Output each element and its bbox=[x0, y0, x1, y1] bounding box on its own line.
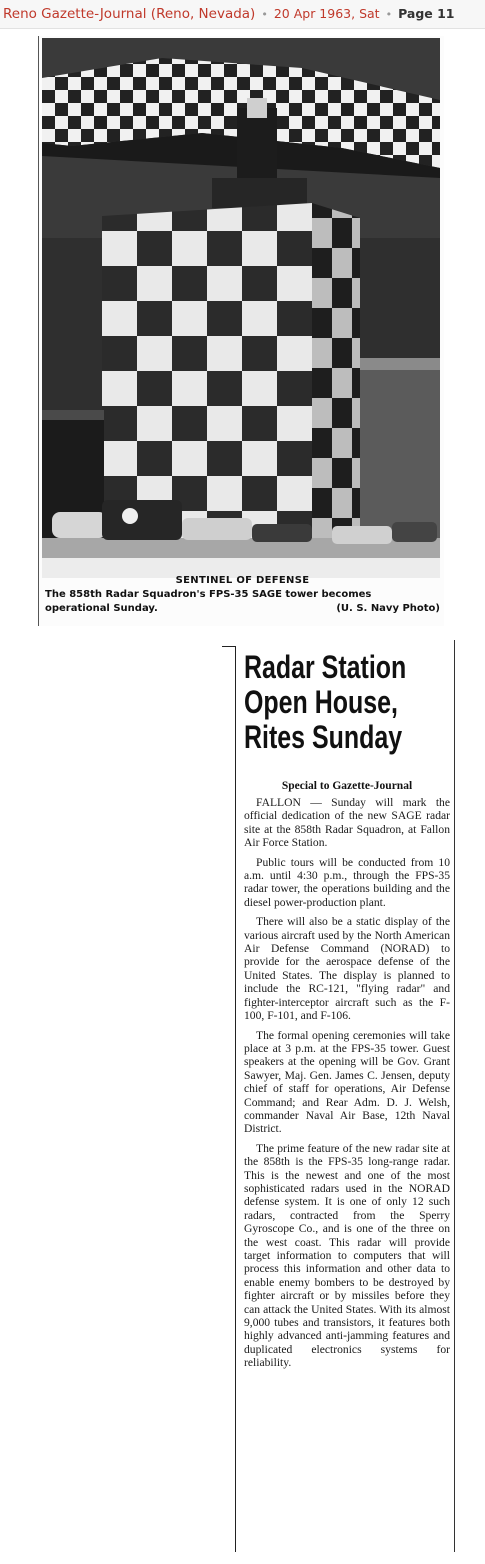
article-paragraph: The prime feature of the new radar site at the 858th is the FPS-35 long-range radar. This is the newest and one of the most sophisticated radars used in the NORAD defense system. It is one of only 12 such radars, contracted from the Sperry Gyroscope Co., and is one of the three on the west coast. This radar will provide target information to computers that will process this information and other data to enable enemy bombers to be destroyed by fighter aircraft or by missiles before they can attack the United States. With its almost 9,000 tubes and transistors, it features both highly advanced anti-jamming features and duplicated electronics systems for reliability. bbox=[244, 1141, 450, 1370]
article-paragraph: There will also be a static display of the various aircraft used by the North American Air Defense Command (NORAD) to provide for the aerospace defense of the United States. The display is planned to include the RC-121, "flying radar" and fighter-interceptor aircraft such as the F-100, F-101, and F-106. bbox=[244, 915, 450, 1023]
caption-line: The 858th Radar Squadron's FPS-35 SAGE tower becomes bbox=[45, 589, 372, 600]
article-paragraph: FALLON — Sunday will mark the official dedication of the new SAGE radar site at the 858th Radar Squadron, at Fallon Air Force Station. bbox=[244, 796, 450, 850]
column-rule bbox=[222, 646, 236, 647]
news-article bbox=[222, 640, 454, 1552]
column-rule bbox=[235, 646, 236, 1552]
newspaper-name[interactable]: Reno Gazette-Journal (Reno, Nevada) bbox=[3, 6, 256, 22]
clipping-header bbox=[0, 0, 485, 29]
caption-title: SENTINEL OF DEFENSE bbox=[175, 575, 310, 586]
radar-tower-photo bbox=[42, 38, 440, 578]
header-separator: • bbox=[261, 8, 268, 21]
page-number[interactable]: Page 11 bbox=[398, 6, 455, 21]
article-byline: Special to Gazette-Journal bbox=[281, 780, 413, 792]
column-rule bbox=[454, 640, 455, 1552]
headline-line: Radar Station bbox=[244, 649, 407, 685]
caption-text: operational Sunday. bbox=[45, 603, 158, 614]
header-separator: • bbox=[385, 8, 393, 21]
publication-date[interactable]: 20 Apr 1963, Sat bbox=[273, 6, 380, 21]
photo-credit: (U. S. Navy Photo) bbox=[336, 603, 440, 614]
photo-caption bbox=[45, 574, 440, 616]
photo-block bbox=[38, 36, 444, 626]
article-body bbox=[244, 796, 450, 1376]
caption-line bbox=[45, 602, 440, 616]
headline-line: Open House, bbox=[244, 684, 398, 720]
article-paragraph: Public tours will be conducted from 10 a.m. until 4:30 p.m., through the FPS-35 radar tower, the operations building and the diesel power-production plant. bbox=[244, 855, 450, 909]
article-headline bbox=[244, 650, 405, 755]
article-paragraph: The formal opening ceremonies will take place at 3 p.m. at the FPS-35 tower. Guest speakers at the opening will be Gov. Grant Sawyer, Maj. Gen. James C. Jensen, deputy chief of staff for operations, Air Defense Command; and Rear Adm. D. J. Welsh, commander Naval Air Base, 12th Naval District. bbox=[244, 1028, 450, 1136]
headline-line: Rites Sunday bbox=[244, 719, 403, 755]
